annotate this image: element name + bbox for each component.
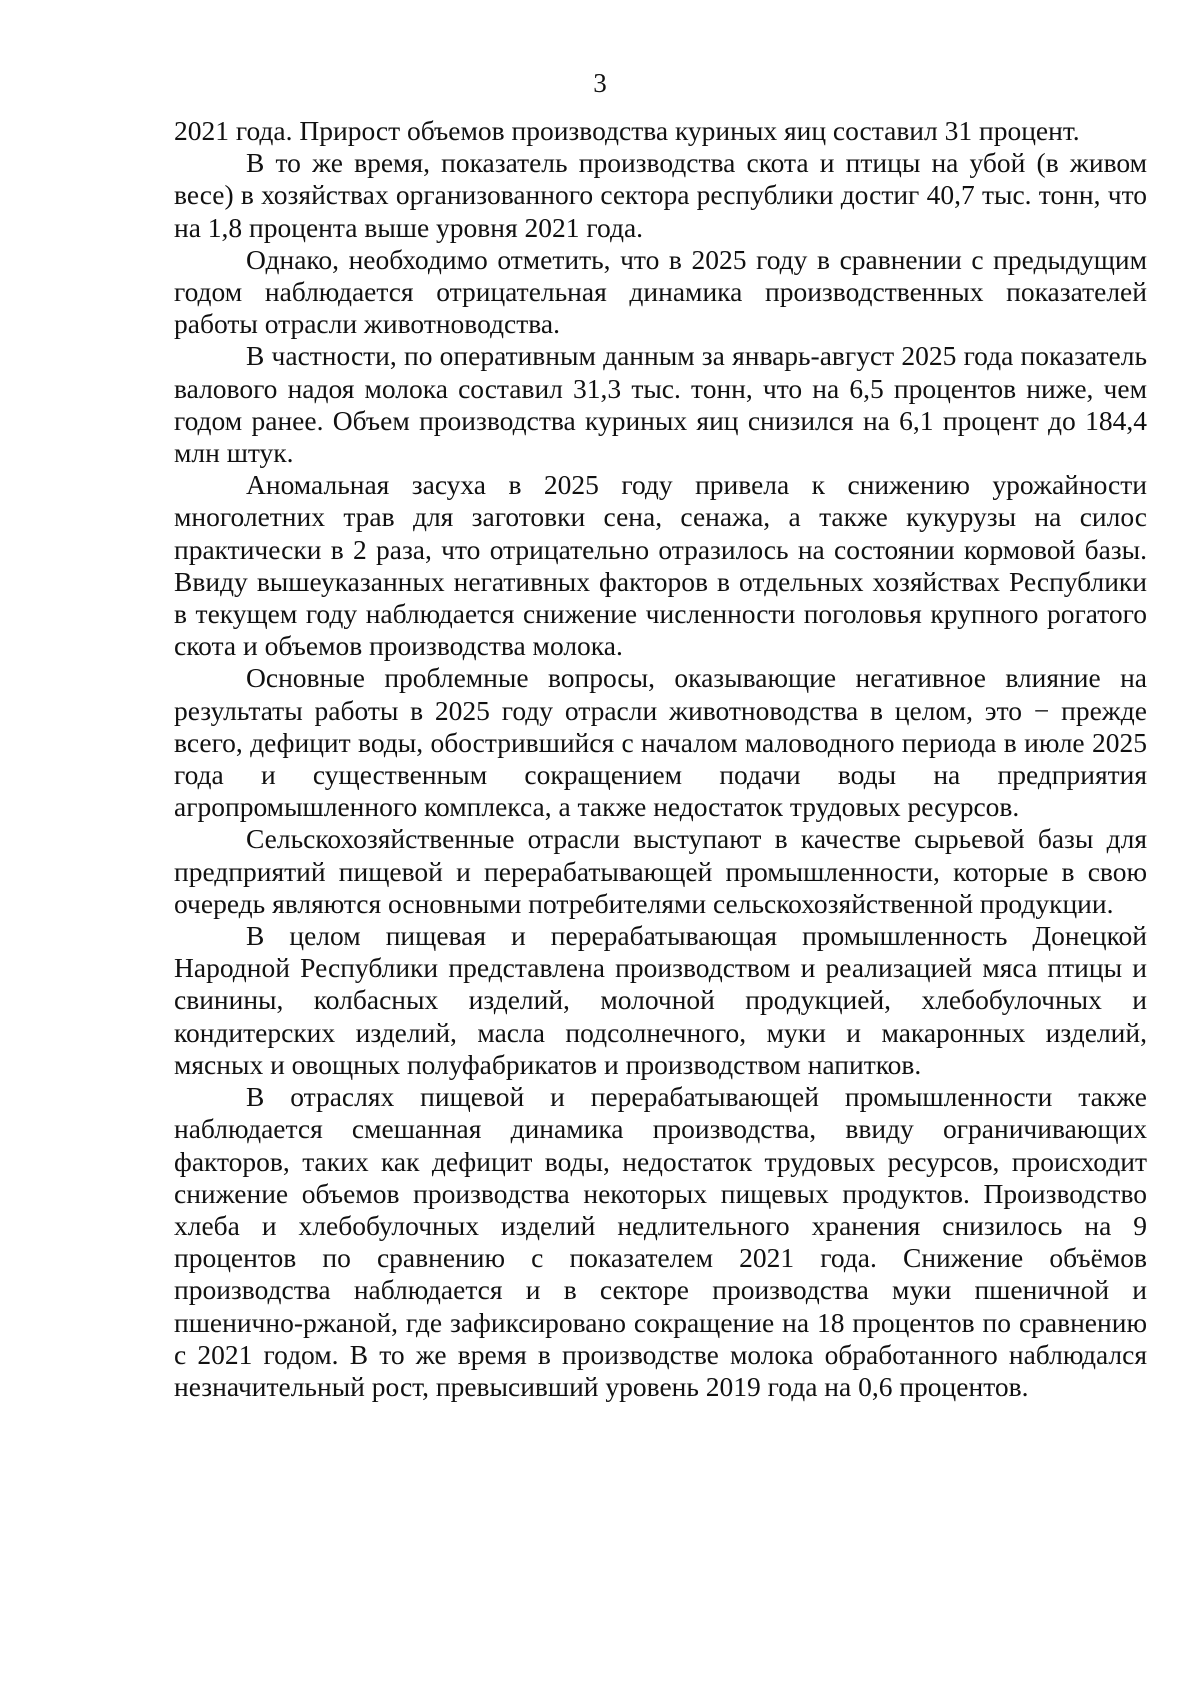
document-body <box>174 115 1147 1403</box>
paragraph-food-industry-dynamics: В отраслях пищевой и перерабатывающей промышленности также наблюдается смешанная динамика производства, ввиду ограничивающих факторов, таких как дефицит воды, недостаток трудовых ресурсов, происходит снижение объемов производства некоторых пищевых продуктов. Производство хлеба и хлебобулочных изделий недлительного хранения снизилось на 9 процентов по сравнению с показателем 2021 года. Снижение объёмов производства наблюдается и в секторе производства муки пшеничной и пшенично-ржаной, где зафиксировано сокращение на 18 процентов по сравнению с 2021 годом. В то же время в производстве молока обработанного наблюдался незначительный рост, превысивший уровень 2019 года на 0,6 процентов. <box>174 1081 1147 1402</box>
paragraph-raw-material-base: Сельскохозяйственные отрасли выступают в качестве сырьевой базы для предприятий пищевой и перерабатывающей промышленности, которые в свою очередь являются основными потребителями сельскохозяйственной продукции. <box>174 823 1147 919</box>
paragraph-negative-dynamics: Однако, необходимо отметить, что в 2025 году в сравнении с предыдущим годом наблюдается отрицательная динамика производственных показателей работы отрасли животноводства. <box>174 243 1147 340</box>
page-number: 3 <box>593 68 607 98</box>
paragraph-milk-eggs-data: В частности, по оперативным данным за январь-август 2025 года показатель валового надоя молока составил 31,3 тыс. тонн, что на 6,5 процентов ниже, чем годом ранее. Объем производства куриных яиц снизился на 6,1 процент до 184,4 млн штук. <box>174 340 1147 469</box>
paragraph-problem-issues: Основные проблемные вопросы, оказывающие негативное влияние на результаты работы в 2025 году отрасли животноводства в целом, это − прежде всего, дефицит воды, обострившийся с началом маловодного периода в июле 2025 года и существенным сокращением подачи воды на предприятия агропромышленного комплекса, а также недостаток трудовых ресурсов. <box>174 662 1147 823</box>
paragraph-drought: Аномальная засуха в 2025 году привела к снижению урожайности многолетних трав для заготовки сена, сенажа, а также кукурузы на силос практически в 2 раза, что отрицательно отразилось на состоянии кормовой базы. Ввиду вышеуказанных негативных факторов в отдельных хозяйствах Республики в текущем году наблюдается снижение численности поголовья крупного рогатого скота и объемов производства молока. <box>174 469 1147 662</box>
paragraph-livestock-slaughter: В то же время, показатель производства скота и птицы на убой (в живом весе) в хозяйствах организованного сектора республики достиг 40,7 тыс. тонн, что на 1,8 процента выше уровня 2021 года. <box>174 147 1147 243</box>
paragraph-continuation: 2021 года. Прирост объемов производства куриных яиц составил 31 процент. <box>174 115 1080 146</box>
paragraph-food-industry-overview: В целом пищевая и перерабатывающая промышленность Донецкой Народной Республики представлена производством и реализацией мяса птицы и свинины, колбасных изделий, молочной продукцией, хлебобулочных и кондитерских изделий, масла подсолнечного, муки и макаронных изделий, мясных и овощных полуфабрикатов и производством напитков. <box>174 920 1147 1080</box>
